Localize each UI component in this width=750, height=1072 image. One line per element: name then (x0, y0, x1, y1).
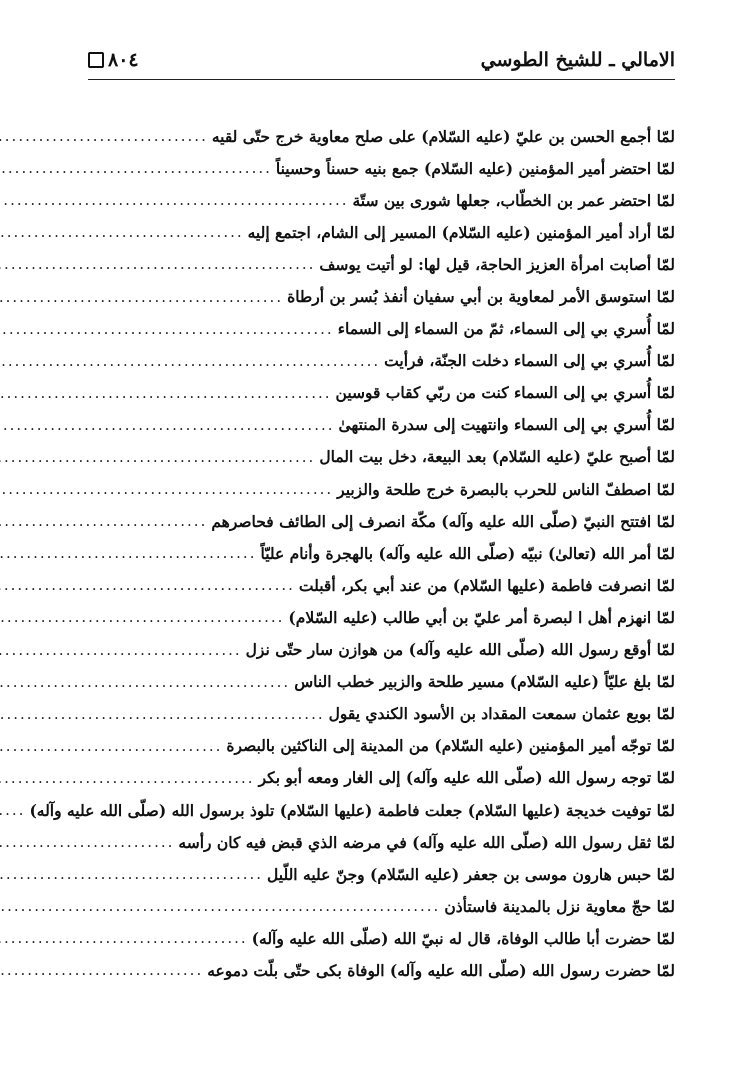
dot-leader (0, 512, 207, 530)
index-entry (88, 569, 675, 601)
dot-leader (0, 737, 222, 755)
index-entry (88, 826, 675, 858)
index-entry (88, 152, 675, 184)
entry-text: لمّا حضرت رسول الله (صلّى الله عليه وآله) الوفاة بكى حتّى بلّت دموعه (207, 960, 675, 980)
entry-text: لمّا حبس هارون موسى بن جعفر (عليه السّلام) وجنّ عليه اللّيل (267, 864, 675, 884)
index-entry (88, 601, 675, 633)
index-entry (88, 345, 675, 377)
index-entry (88, 441, 675, 473)
entry-text: لمّا ثقل رسول الله (صلّى الله عليه وآله) في مرضه الذي قبض فيه كان رأسه (178, 832, 675, 852)
dot-leader (0, 159, 272, 177)
index-entry (88, 730, 675, 762)
dot-leader (0, 641, 242, 659)
index-entry (88, 537, 675, 569)
square-box-icon (88, 52, 104, 68)
index-entry (88, 313, 675, 345)
entry-text: لمّا أصابت امرأة العزيز الحاجة، قيل لها: لو أتيت يوسف (319, 254, 675, 274)
index-entry (88, 505, 675, 537)
index-entry (88, 922, 675, 954)
dot-leader (0, 223, 244, 241)
entry-text: لمّا أمر الله (تعالىٰ) نبيّه (صلّى الله عليه وآله) بالهجرة وأنام عليّاً (260, 543, 675, 563)
index-entry (88, 377, 675, 409)
entry-text: لمّا أُسري بي إلى السماء كنت من ربّي كقاب قوسين (335, 383, 675, 403)
entry-text: لمّا انصرفت فاطمة (عليها السّلام) من عند أبي بكر، أقبلت (298, 575, 675, 595)
index-entry (88, 280, 675, 312)
dot-leader (0, 769, 255, 787)
entry-text: لمّا أصبح عليّ (عليه السّلام) بعد البيعة، دخل بيت المال (319, 447, 675, 467)
index-entry (88, 216, 675, 248)
index-entry (88, 473, 675, 505)
entry-text: لمّا توجّه أمير المؤمنين (عليه السّلام) من المدينة إلى الناكثين بالبصرة (226, 736, 675, 756)
index-entry (88, 858, 675, 890)
entry-text: لمّا استوسق الأمر لمعاوية بن أبي سفيان أنفذ بُسر بن أرطاة (287, 287, 675, 307)
dot-leader (0, 320, 334, 338)
dot-leader (0, 352, 380, 370)
index-entry (88, 634, 675, 666)
entry-text: لمّا افتتح النبيّ (صلّى الله عليه وآله) مكّة انصرف إلى الطائف فحاصرهم (211, 511, 675, 531)
entry-text: لمّا أُسري بي إلى السماء، ثمّ من السماء إلى السماء (337, 319, 675, 339)
dot-leader (0, 608, 284, 626)
entry-text: لمّا احتضر أمير المؤمنين (عليه السّلام) جمع بنيه حسناً وحسيناً (275, 158, 675, 178)
page-number-group (88, 49, 139, 71)
index-entries-list (29, 120, 675, 987)
entry-text: لمّا اصطفّ الناس للحرب بالبصرة خرج طلحة والزبير (337, 479, 675, 499)
entry-text: لمّا حضرت أبا طالب الوفاة، قال له نبيّ الله (صلّى الله عليه وآله) (251, 928, 675, 948)
entry-text: لمّا بويع عثمان سمعت المقداد بن الأسود الكندي يقول (328, 704, 675, 724)
entry-text: لمّا انهزم أهل ا لبصرة أمر عليّ بن أبي طالب (عليه السّلام) (288, 607, 675, 627)
dot-leader (0, 544, 256, 562)
entry-text: لمّا حجّ معاوية نزل بالمدينة فاستأذن (444, 896, 675, 916)
index-entry (88, 409, 675, 441)
dot-leader (0, 833, 174, 851)
dot-leader (0, 801, 25, 819)
dot-leader (0, 255, 315, 273)
page-header (88, 40, 675, 80)
dot-leader (0, 961, 203, 979)
entry-text: لمّا توجه رسول الله (صلّى الله عليه وآله) إلى الغار ومعه أبو بكر (258, 768, 675, 788)
entry-text: لمّا أراد أمير المؤمنين (عليه السّلام) المسير إلى الشام، اجتمع إليه (247, 222, 675, 242)
entry-text: لمّا أُسري بي إلى السماء وانتهيت إلى سدرة المنتهىٰ (338, 415, 675, 435)
index-entry (88, 184, 675, 216)
index-entry (29, 794, 675, 826)
dot-leader (0, 416, 335, 434)
index-entry (88, 666, 675, 698)
dot-leader (0, 897, 440, 915)
index-entry (88, 762, 675, 794)
index-entry (88, 248, 675, 280)
dot-leader (0, 576, 295, 594)
index-entry (88, 698, 675, 730)
dot-leader (0, 673, 290, 691)
dot-leader (0, 191, 348, 209)
index-entry (88, 890, 675, 922)
entry-text: لمّا أجمع الحسن بن عليّ (عليه السّلام) على صلح معاوية خرج حتّى لقيه (211, 126, 675, 146)
dot-leader (0, 865, 263, 883)
dot-leader (0, 480, 333, 498)
index-entry (88, 120, 675, 152)
book-title: الامالي ـ للشيخ الطوسي (480, 48, 675, 71)
dot-leader (0, 929, 248, 947)
dot-leader (0, 705, 325, 723)
entry-text: لمّا بلغ عليّاً (عليه السّلام) مسير طلحة والزبير خطب الناس (294, 672, 675, 692)
entry-text: لمّا أُسري بي إلى السماء دخلت الجنّة، فرأيت (384, 351, 675, 371)
dot-leader (0, 448, 315, 466)
dot-leader (0, 288, 283, 306)
entry-text: لمّا توفيت خديجة (عليها السّلام) جعلت فاطمة (عليها السّلام) تلوذ برسول الله (صلّى الله عليه وآله) (29, 800, 675, 820)
index-entry (88, 954, 675, 986)
page-number: ٨٠٤ (108, 48, 139, 71)
entry-text: لمّا أوقع رسول الله (صلّى الله عليه وآله) من هوازن سار حتّى نزل (245, 640, 675, 660)
dot-leader (0, 127, 208, 145)
dot-leader (0, 384, 332, 402)
entry-text: لمّا احتضر عمر بن الخطّاب، جعلها شورى بين ستّة (352, 190, 675, 210)
